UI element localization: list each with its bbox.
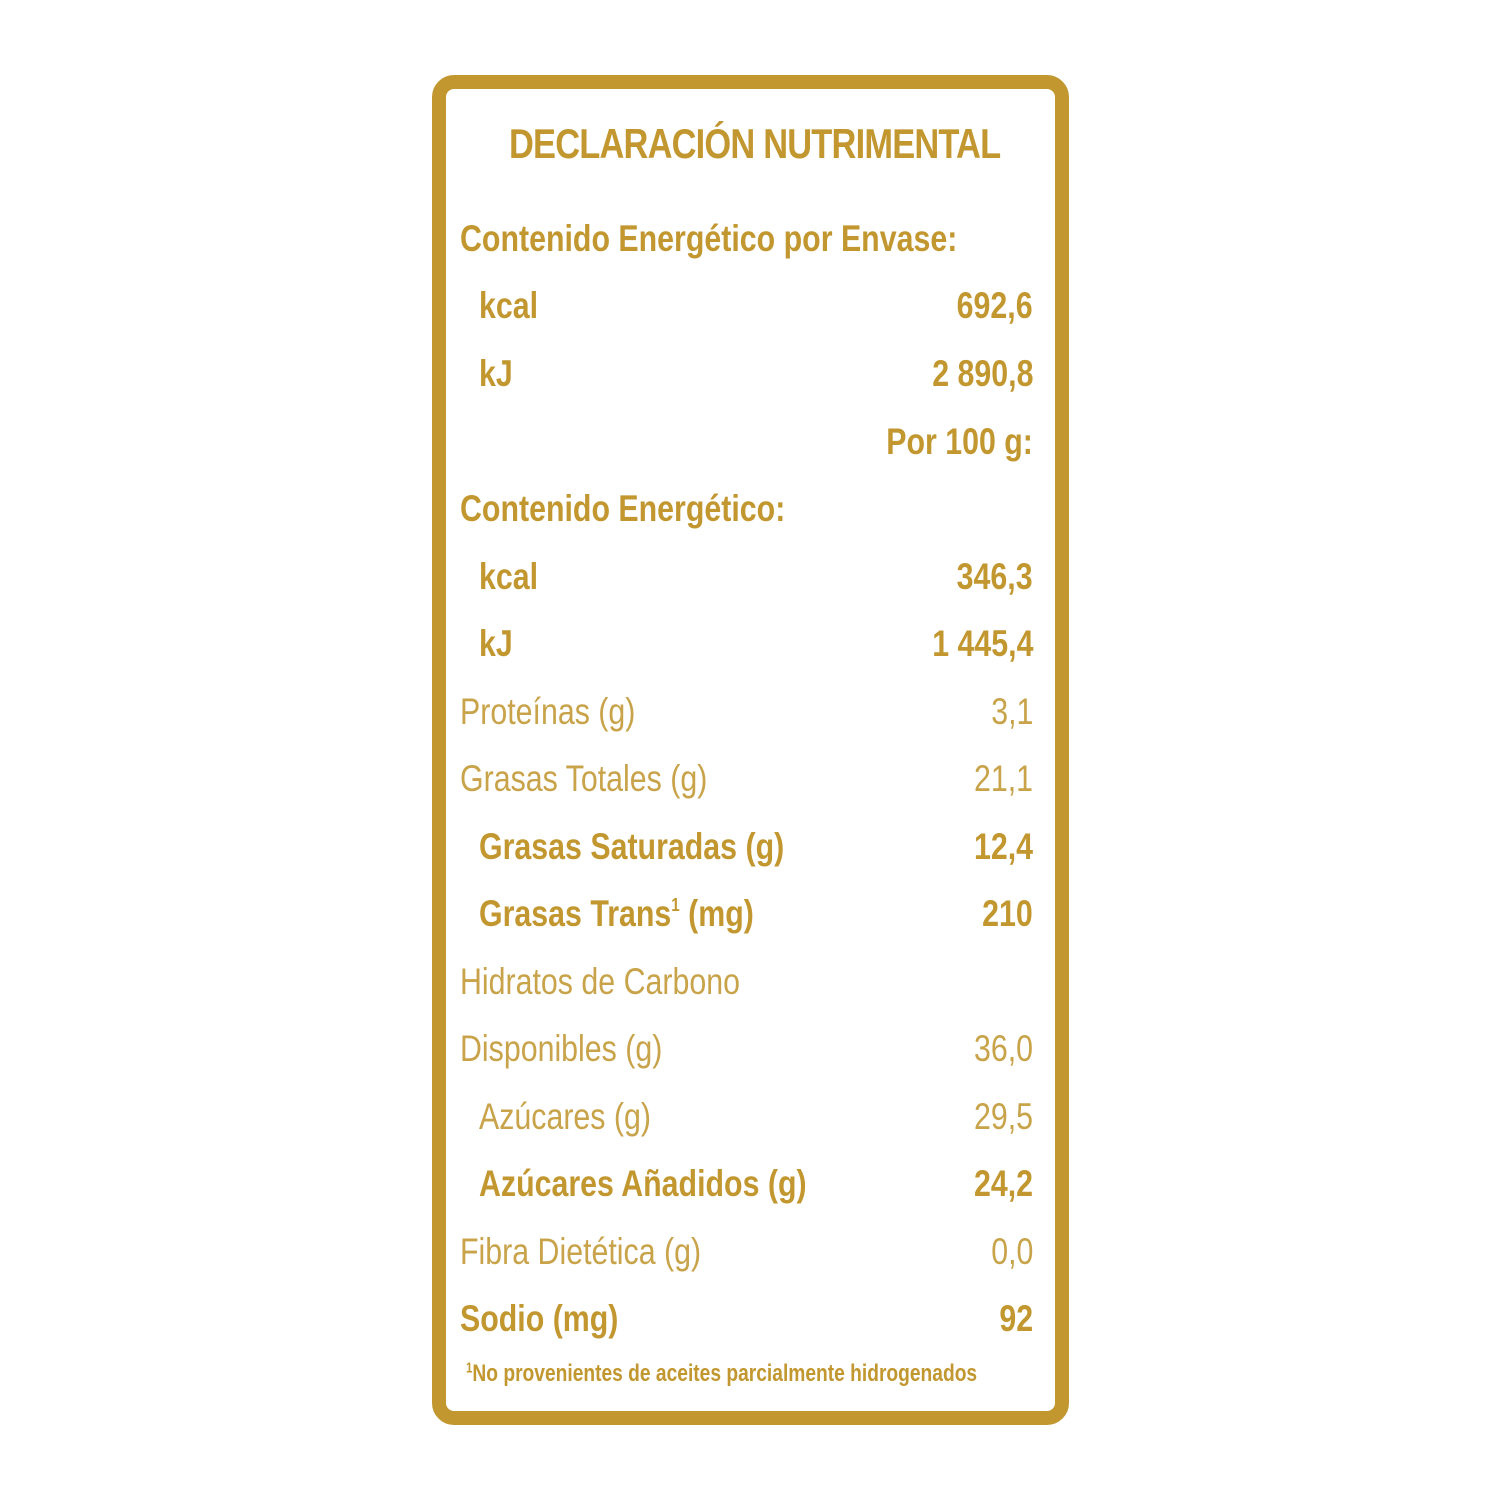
package-kj-row <box>460 346 1033 402</box>
footnote-marker: 1 <box>671 894 680 916</box>
azucares-value: 29,5 <box>973 1096 1033 1137</box>
grasas-totales-label: Grasas Totales (g) <box>460 758 708 799</box>
kcal-row <box>460 549 1033 605</box>
fibra-row <box>460 1224 1033 1280</box>
hidratos-label: Hidratos de Carbono <box>460 961 740 1002</box>
footnote <box>466 1359 977 1389</box>
grasas-trans-row <box>460 886 1033 942</box>
grasas-saturadas-value: 12,4 <box>973 826 1033 867</box>
panel-title: DECLARACIÓN NUTRIMENTAL <box>509 120 1001 167</box>
fibra-label: Fibra Dietética (g) <box>460 1231 702 1272</box>
kj-row <box>460 616 1033 672</box>
proteinas-label: Proteínas (g) <box>460 691 636 732</box>
footnote-text: No provenientes de aceites parcialmente hidrogenados <box>472 1360 978 1387</box>
energy-heading: Contenido Energético: <box>460 488 786 529</box>
azucares-anadidos-row <box>460 1156 1033 1212</box>
per-100g-label: Por 100 g: <box>886 421 1033 462</box>
grasas-trans-unit: (mg) <box>679 893 754 934</box>
kj-label: kJ <box>479 623 513 664</box>
package-kcal-value: 692,6 <box>957 285 1033 326</box>
azucares-anadidos-label: Azúcares Añadidos (g) <box>479 1163 807 1204</box>
disponibles-value: 36,0 <box>973 1028 1033 1069</box>
footnote-superscript: 1 <box>466 1360 473 1377</box>
kcal-label: kcal <box>479 556 539 597</box>
grasas-totales-row <box>460 751 1033 807</box>
azucares-anadidos-value: 24,2 <box>973 1163 1033 1204</box>
package-kj-value: 2 890,8 <box>931 353 1033 394</box>
package-kcal-row <box>460 278 1033 334</box>
sodio-row <box>460 1291 1033 1347</box>
grasas-trans-label-group <box>479 886 754 942</box>
kcal-value: 346,3 <box>957 556 1033 597</box>
per-100g-row <box>460 414 1033 470</box>
grasas-trans-value: 210 <box>982 893 1033 934</box>
kj-value: 1 445,4 <box>931 623 1033 664</box>
azucares-label: Azúcares (g) <box>479 1096 651 1137</box>
disponibles-row <box>460 1021 1033 1077</box>
fibra-value: 0,0 <box>990 1231 1033 1272</box>
grasas-totales-value: 21,1 <box>973 758 1033 799</box>
package-kcal-label: kcal <box>479 285 539 326</box>
grasas-saturadas-row <box>460 819 1033 875</box>
grasas-trans-label: Grasas Trans <box>479 893 672 934</box>
energy-heading-row <box>460 481 1033 537</box>
sodio-label: Sodio (mg) <box>460 1298 619 1339</box>
grasas-saturadas-label: Grasas Saturadas (g) <box>479 826 785 867</box>
disponibles-label: Disponibles (g) <box>460 1028 663 1069</box>
proteinas-value: 3,1 <box>990 691 1033 732</box>
package-kj-label: kJ <box>479 353 513 394</box>
azucares-row <box>460 1089 1033 1145</box>
energy-per-package-heading: Contenido Energético por Envase: <box>460 218 958 259</box>
nutrition-label-panel <box>432 75 1069 1425</box>
sodio-value: 92 <box>999 1298 1033 1339</box>
proteinas-row <box>460 684 1033 740</box>
hidratos-row <box>460 954 1033 1010</box>
energy-per-package-heading-row <box>460 211 1033 267</box>
